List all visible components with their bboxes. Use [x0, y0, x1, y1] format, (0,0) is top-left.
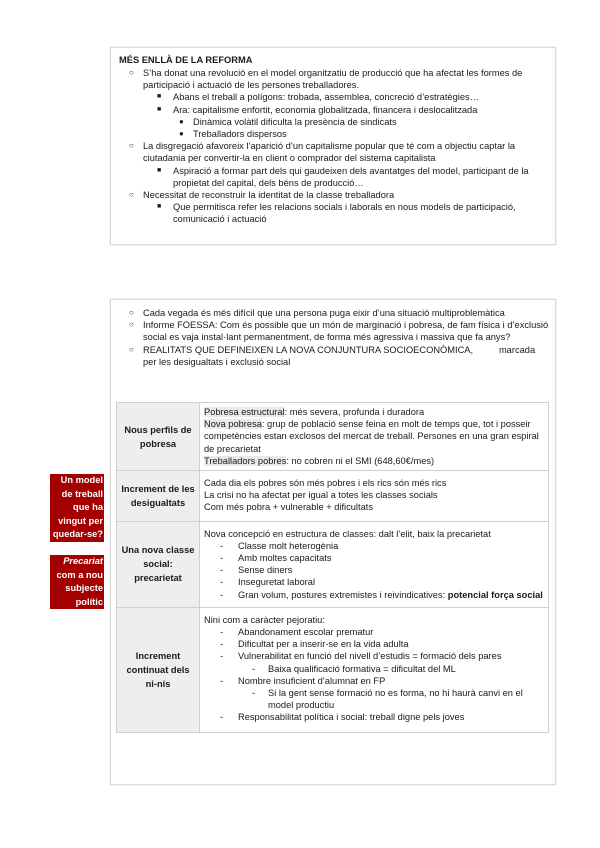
dot-bullet-icon: ●	[179, 129, 184, 139]
table-row	[117, 607, 549, 732]
reform-section	[110, 47, 556, 245]
circle-bullet-icon: ○	[129, 141, 134, 151]
list-item: ● Dinàmica volàtil dificulta la presència de sindicats	[179, 116, 397, 127]
list-item: ○ S’ha donat una revolució en el model organitzatiu de producció que ha afectat les formes de participació i actuació de les persones treballadores. ■ Abans el treball a polígons: trobada, assemblea, concreció d’estratègies… ■ Ara: capitalisme enfortit, economia globalitzada, financera i deslocalitzada ● Dinàmica volàtil dificulta la presència de sindicats ● Treballadors dispersos	[117, 67, 547, 140]
list-item: - Baixa qualificació formativa = dificultat del ML	[252, 663, 456, 674]
list-item: ○ La disgregació afavoreix l’aparició d’un capitalisme popular que té com a objectiu captar la ciutadania per convertir-la en client o comprador del sistema capitalista ■ Aspiració a formar part dels qui gaudeixen dels avantatges del model, participant de la propietat del capital, dels béns de producció…	[117, 140, 547, 189]
circle-bullet-icon: ○	[129, 190, 134, 200]
circle-bullet-icon: ○	[129, 308, 134, 317]
list-item: - Si la gent sense formació no es forma, no hi haurà canvi en el model productiu	[252, 688, 523, 711]
table-row	[117, 471, 549, 522]
side-note: Precariat com a nou subjecte polític	[50, 555, 104, 609]
row-label: Nous perfils de pobresa	[117, 403, 200, 471]
row-label: Increment de les desigualtats	[117, 471, 200, 522]
square-bullet-icon: ■	[157, 93, 162, 101]
list-item: - Responsabilitat política i social: treball digne pels joves	[220, 712, 465, 723]
list-item: - Gran volum, postures extremistes i reivindicatives: potencial força social	[220, 589, 543, 600]
circle-bullet-icon: ○	[129, 320, 134, 330]
list-item: - Vulnerabilitat en funció del nivell d’estudis = formació dels pares	[220, 651, 502, 662]
side-note: Un model de treball que ha vingut per quedar-se?	[50, 474, 104, 542]
table-row	[117, 403, 549, 471]
list-item: - Classe molt heterogènia	[220, 540, 339, 551]
list-item: ● Treballadors dispersos	[179, 129, 287, 140]
list-item: ○ Necessitat de reconstruir la identitat de la classe treballadora ■ Que permitisca refer les relacions socials i laborals en nous models de participació, comunicació i actuació	[117, 189, 547, 226]
square-bullet-icon: ■	[157, 203, 162, 211]
circle-bullet-icon: ○	[129, 344, 134, 354]
square-bullet-icon: ■	[157, 166, 162, 174]
row-content: Pobresa estructural: més severa, profunda i duradora Nova pobresa: grup de població sense feina en molt de temps que, tot i posseir competències estan exclosos del mercat de treball. Persones en una gran espiral de precarietat Treballadors pobres: no cobren ni el SMI (648,60€/mes)	[200, 403, 549, 471]
list-item: - Nombre insuficient d’alumnat en FP	[220, 675, 386, 686]
table-row	[117, 521, 549, 607]
reform-list	[117, 67, 547, 226]
intro-list	[117, 307, 551, 368]
row-label: Increment continuat dels ni-nis	[117, 607, 200, 732]
row-content: Nova concepció en estructura de classes: dalt l’elit, baix la precarietat - Classe molt heterogènia - Amb moltes capacitats - Sense diners - Inseguretat laboral - Gran volum, postures extremistes i reivindicatives: potencial força social	[200, 521, 549, 607]
list-item: ■ Ara: capitalisme enfortit, economia globalitzada, financera i deslocalitzada ● Dinàmica volàtil dificulta la presència de sindicats ● Treballadors dispersos	[143, 104, 547, 141]
list-item: - Abandonament escolar prematur	[220, 627, 374, 638]
dot-bullet-icon: ●	[179, 116, 184, 126]
circle-bullet-icon: ○	[129, 68, 134, 77]
list-item: - Inseguretat laboral	[220, 577, 316, 588]
socioeconomic-section	[110, 299, 556, 785]
list-item: ■ Aspiració a formar part dels qui gaudeixen dels avantatges del model, participant de la propietat del capital, dels béns de producció…	[157, 165, 529, 188]
row-content: Nini com a caràcter pejoratiu: - Abandonament escolar prematur - Dificultat per a inserir-se en la vida adulta - Vulnerabilitat en funció del nivell d’estudis = formació dels pares - Baixa qualificació formativa = dificultat del ML - Nombre insuficient d’alumnat en FP - Si la gent sense formació no es forma, no hi haurà canvi en el model productiu - Responsabilitat política i social: treball digne pels joves	[200, 607, 549, 732]
list-item: - Dificultat per a inserir-se en la vida adulta	[220, 639, 409, 650]
realities-table	[116, 402, 549, 733]
list-item: ■ Que permitisca refer les relacions socials i laborals en nous models de participació, comunicació i actuació	[157, 202, 516, 225]
row-label: Una nova classe social: precarietat	[117, 521, 200, 607]
list-item: ■ Abans el treball a polígons: trobada, assemblea, concreció d’estratègies…	[157, 92, 479, 103]
list-item: - Amb moltes capacitats	[220, 553, 332, 564]
list-item: ○ Informe FOESSA: Com és possible que un món de marginació i pobresa, de fam física i d’exclusió social es vaja instal·lant permanentment, de forma més agressiva i massiva que fa anys?	[129, 320, 549, 343]
square-bullet-icon: ■	[157, 105, 162, 113]
list-item: ○ Cada vegada és més difícil que una persona puga eixir d’una situació multiproblemàtica	[129, 308, 505, 318]
section-title: MÉS ENLLÀ DE LA REFORMA	[119, 55, 253, 65]
row-content: Cada dia els pobres són més pobres i els rics són més rics La crisi no ha afectat per igual a totes les classes socials Com més pobra + vulnerable + dificultats	[200, 471, 549, 522]
list-item: - Sense diners	[220, 565, 293, 576]
list-item: ○ REALITATS QUE DEFINEIXEN LA NOVA CONJUNTURA SOCIOECONÒMICA, marcada per les desigualtats i exclusió social	[129, 344, 536, 367]
